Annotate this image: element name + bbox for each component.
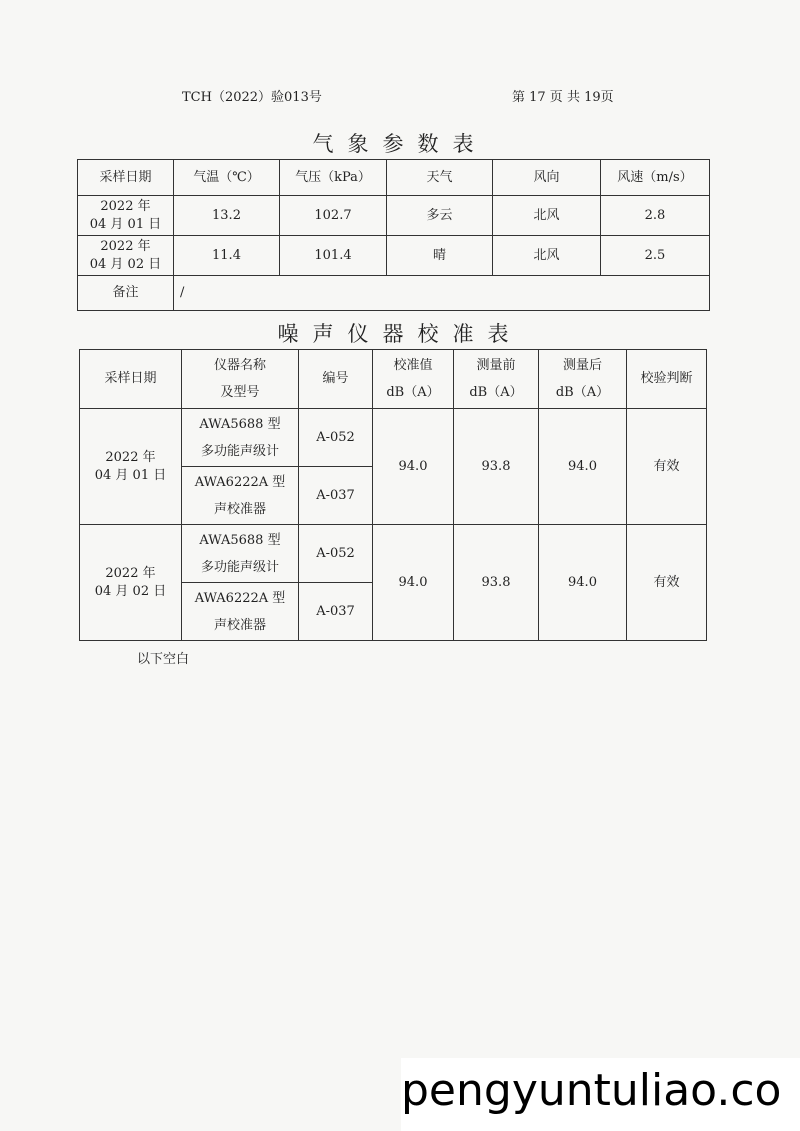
column-header: 天气	[387, 160, 493, 196]
column-header: 采样日期	[80, 350, 182, 409]
instrument-id: A-037	[299, 583, 373, 641]
column-header: 气压（kPa）	[280, 160, 387, 196]
calibration-value: 94.0	[373, 409, 454, 525]
column-header: 采样日期	[78, 160, 174, 196]
temperature-value: 13.2	[174, 196, 280, 236]
sample-date: 2022 年 04 月 02 日	[78, 236, 174, 276]
sample-date: 2022 年 04 月 02 日	[80, 525, 182, 641]
calibration-table-title: 噪声仪器校准表	[277, 322, 523, 346]
pressure-value: 101.4	[280, 236, 387, 276]
table-row	[78, 276, 710, 311]
instrument-name: AWA6222A 型 声校准器	[182, 583, 299, 641]
calibration-table	[79, 349, 707, 641]
column-header: 气温（℃）	[174, 160, 280, 196]
wind-direction-value: 北风	[493, 236, 601, 276]
calibration-value: 94.0	[373, 525, 454, 641]
report-number: TCH（2022）验013号	[182, 90, 322, 105]
sample-date: 2022 年 04 月 01 日	[80, 409, 182, 525]
wind-direction-value: 北风	[493, 196, 601, 236]
column-header: 编号	[299, 350, 373, 409]
sample-date: 2022 年 04 月 01 日	[78, 196, 174, 236]
instrument-name: AWA5688 型 多功能声级计	[182, 409, 299, 467]
weather-table-title: 气象参数表	[312, 132, 488, 156]
column-header: 风速（m/s）	[601, 160, 710, 196]
page-number: 第 17 页 共 19页	[512, 90, 614, 105]
table-row	[80, 409, 707, 467]
before-value: 93.8	[454, 409, 539, 525]
instrument-id: A-052	[299, 525, 373, 583]
column-header: 测量后 dB（A）	[539, 350, 627, 409]
after-value: 94.0	[539, 409, 627, 525]
before-value: 93.8	[454, 525, 539, 641]
table-row	[78, 196, 710, 236]
weather-value: 晴	[387, 236, 493, 276]
blank-below-note: 以下空白	[137, 652, 190, 667]
column-header: 测量前 dB（A）	[454, 350, 539, 409]
pressure-value: 102.7	[280, 196, 387, 236]
instrument-name: AWA6222A 型 声校准器	[182, 467, 299, 525]
column-header: 仪器名称 及型号	[182, 350, 299, 409]
watermark: pengyuntuliao.co	[401, 1058, 800, 1131]
column-header: 校验判断	[627, 350, 707, 409]
verdict-value: 有效	[627, 409, 707, 525]
instrument-id: A-037	[299, 467, 373, 525]
instrument-id: A-052	[299, 409, 373, 467]
note-label: 备注	[78, 276, 174, 311]
wind-speed-value: 2.8	[601, 196, 710, 236]
table-header-row	[78, 160, 710, 196]
table-row	[78, 236, 710, 276]
temperature-value: 11.4	[174, 236, 280, 276]
instrument-name: AWA5688 型 多功能声级计	[182, 525, 299, 583]
table-row	[80, 525, 707, 583]
column-header: 风向	[493, 160, 601, 196]
weather-table	[77, 159, 710, 311]
column-header: 校准值 dB（A）	[373, 350, 454, 409]
table-header-row	[80, 350, 707, 409]
weather-value: 多云	[387, 196, 493, 236]
note-value: /	[174, 276, 710, 311]
wind-speed-value: 2.5	[601, 236, 710, 276]
after-value: 94.0	[539, 525, 627, 641]
verdict-value: 有效	[627, 525, 707, 641]
